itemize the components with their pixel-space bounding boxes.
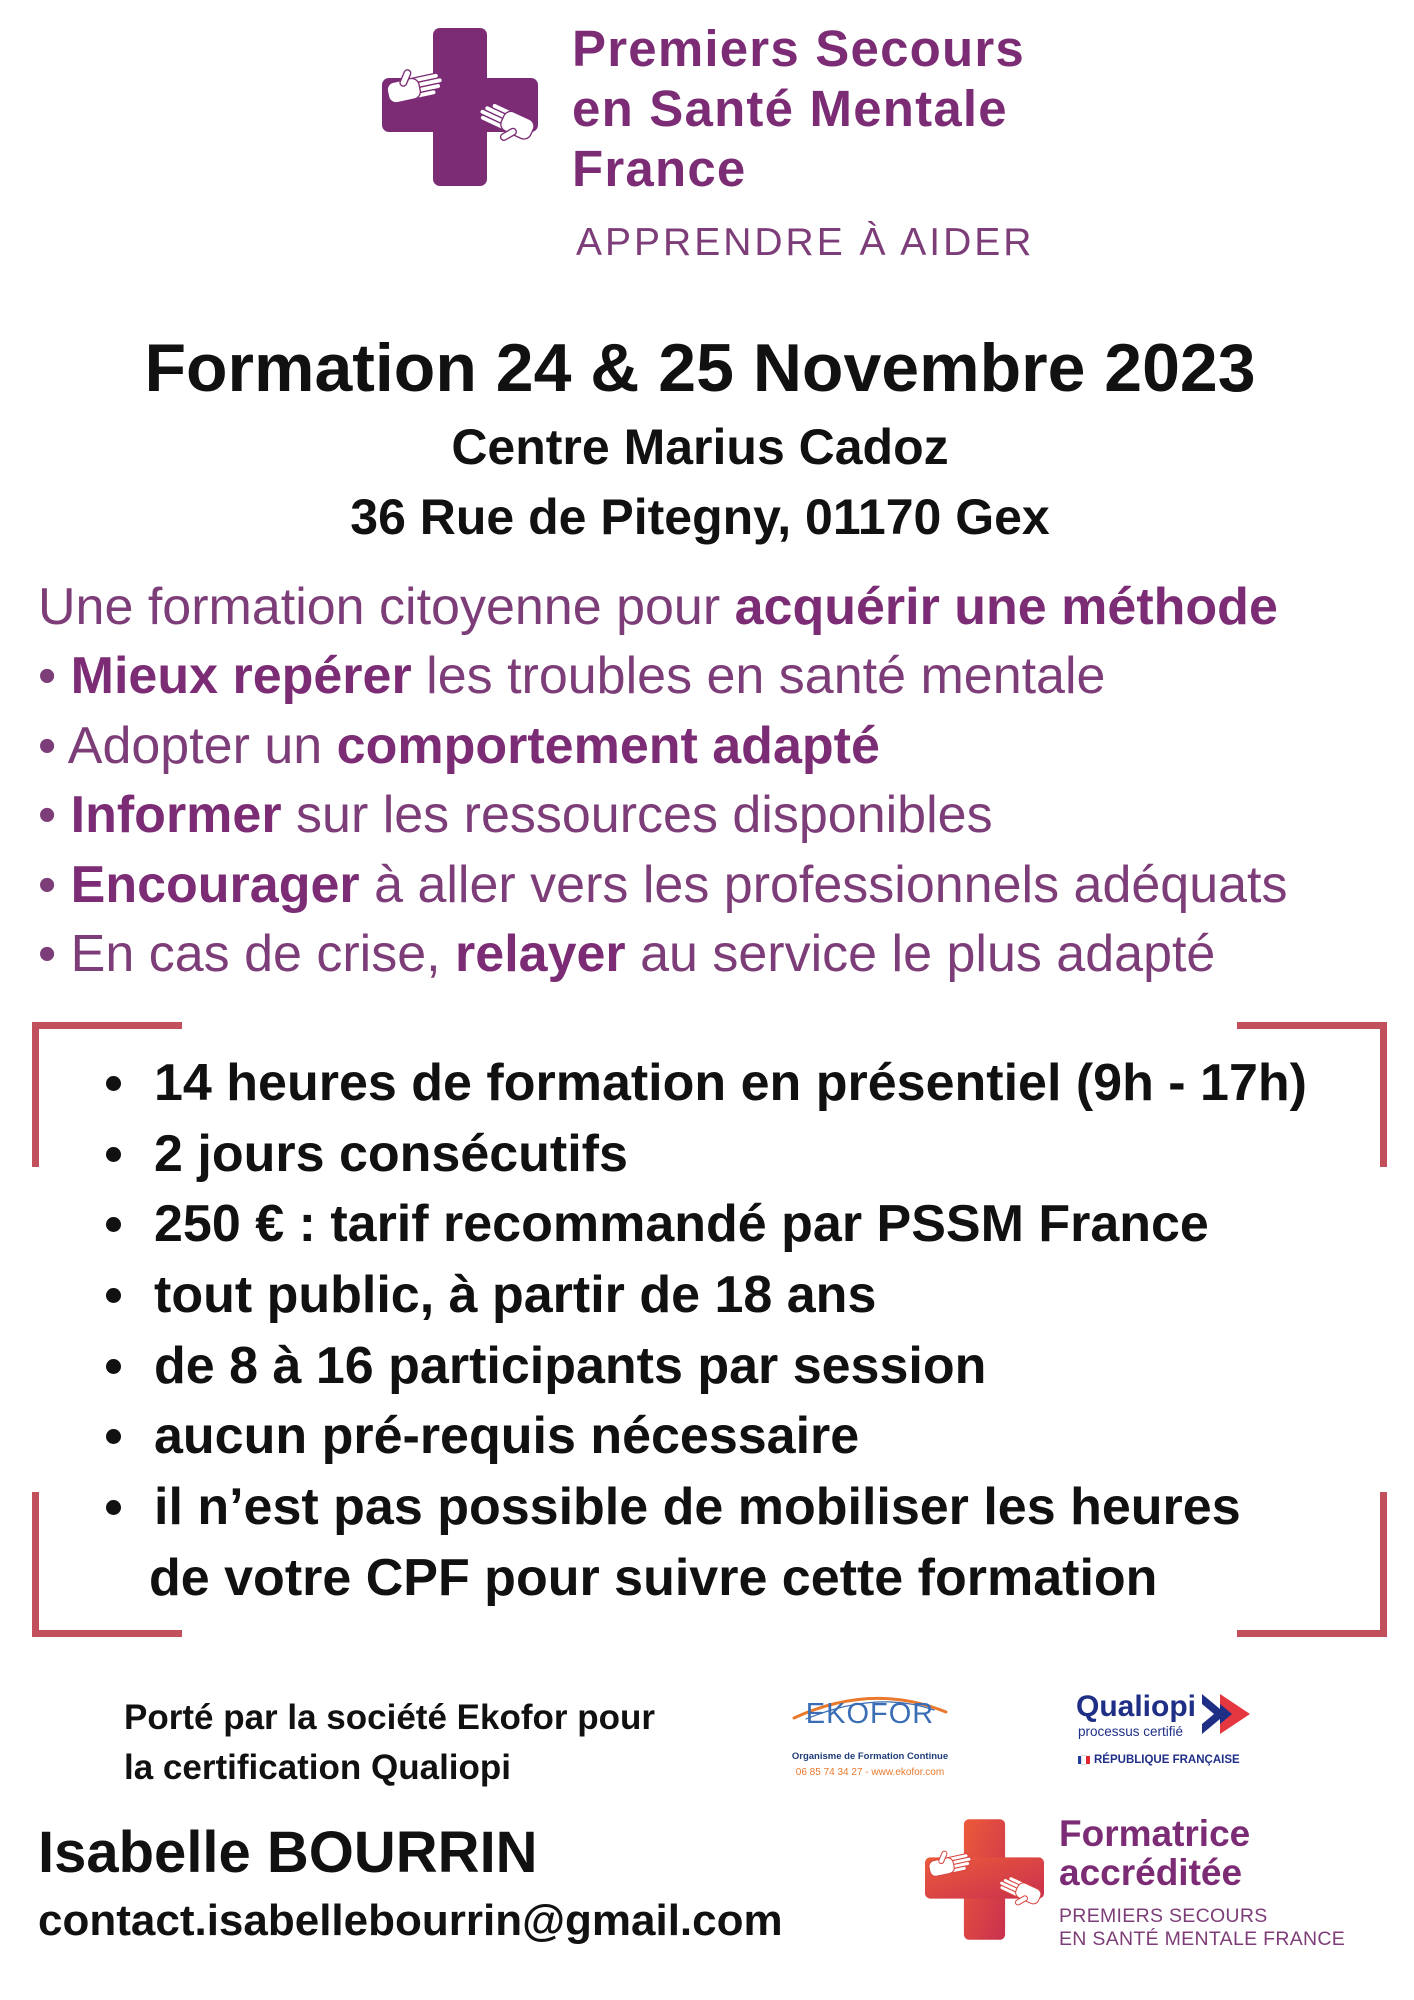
detail-item [0, 1189, 1380, 1260]
detail-text: 2 jours consécutifs [154, 1124, 628, 1183]
sponsor-note [124, 1693, 655, 1793]
detail-text: 14 heures de formation en présentiel (9h - 17h) [154, 1054, 1307, 1112]
trainer-name: Isabelle BOURRIN [38, 1820, 538, 1885]
french-flag-icon [1078, 1756, 1090, 1764]
qualiopi-subtitle: processus certifié [1078, 1724, 1184, 1739]
accreditation-org-line: PREMIERS SECOURS [1059, 1904, 1268, 1927]
detail-text: de 8 à 16 participants par session [154, 1336, 987, 1395]
organization-name [572, 19, 1025, 199]
bullet-dot [106, 1288, 121, 1303]
organization-name-line: en Santé Mentale [572, 80, 1008, 137]
accreditation-title-line: Formatrice [1059, 1813, 1251, 1854]
bullet-dot [106, 1500, 121, 1515]
objective-item [38, 851, 1288, 920]
objective-emphasis: Informer [70, 786, 282, 845]
ekofor-name: EKOFOR [805, 1698, 935, 1730]
detail-item [0, 1331, 1380, 1402]
organization-name-line: France [572, 140, 747, 197]
qualiopi-arrows-icon [1200, 1690, 1254, 1738]
objective-prefix: • En cas de crise, [38, 924, 456, 983]
objective-item [38, 712, 1288, 781]
ekofor-subtitle: Organisme de Formation Continue [791, 1751, 949, 1762]
accreditation-title [1059, 1814, 1250, 1892]
detail-item [0, 1048, 1380, 1119]
objective-prefix: • Adopter un [38, 716, 337, 775]
bullet-dot [106, 1359, 121, 1374]
objective-prefix: • [38, 855, 71, 914]
objective-item [38, 920, 1288, 989]
sponsor-line: la certification Qualiopi [124, 1748, 512, 1787]
objective-suffix: les troubles en santé mentale [411, 647, 1106, 706]
trainer-email: contact.isabellebourrin@gmail.com [38, 1896, 783, 1945]
detail-text: de votre CPF pour suivre cette formation [149, 1548, 1158, 1607]
bullet-dot [106, 1217, 121, 1232]
organization-name-line: Premiers Secours [572, 20, 1025, 77]
detail-text: il n’est pas possible de mobiliser les heures [154, 1478, 1241, 1537]
accreditation-org-line: EN SANTÉ MENTALE FRANCE [1059, 1927, 1346, 1950]
detail-text: 250 € : tarif recommandé par PSSM France [154, 1195, 1209, 1254]
bullet-dot [106, 1076, 121, 1091]
detail-text: tout public, à partir de 18 ans [154, 1266, 877, 1325]
objectives-intro-text: Une formation citoyenne pour [38, 578, 735, 636]
ekofor-contact: 06 85 74 34 27 - www.ekofor.com [795, 1767, 945, 1778]
sponsor-line: Porté par la société Ekofor pour [124, 1698, 655, 1737]
objective-emphasis: Encourager [70, 855, 360, 914]
qualiopi-logo [1074, 1686, 1254, 1770]
objectives-list [38, 573, 1288, 989]
ekofor-logo [784, 1688, 956, 1783]
objective-suffix: sur les ressources disponibles [281, 786, 993, 845]
detail-item [0, 1260, 1380, 1331]
details-list [0, 1048, 1380, 1614]
event-title: Formation 24 & 25 Novembre 2023 [144, 330, 1256, 406]
pssm-cross-hands-icon [382, 28, 538, 186]
qualiopi-country: RÉPUBLIQUE FRANÇAISE [1094, 1754, 1240, 1766]
objective-item [38, 781, 1288, 850]
objectives-intro [38, 573, 1288, 642]
venue-name: Centre Marius Cadoz [451, 419, 949, 475]
qualiopi-name: Qualiopi [1076, 1690, 1196, 1723]
objectives-intro-emphasis: acquérir une méthode [734, 578, 1278, 636]
detail-item-continuation [0, 1543, 1380, 1614]
detail-item [0, 1472, 1380, 1543]
objective-item [38, 642, 1288, 711]
objective-emphasis: Mieux repérer [70, 647, 412, 706]
bullet-dot [106, 1429, 121, 1444]
detail-item [0, 1401, 1380, 1472]
objective-emphasis: comportement adapté [336, 716, 880, 775]
objective-prefix: • [38, 647, 71, 706]
tagline: APPRENDRE À AIDER [576, 221, 1035, 264]
objective-suffix: au service le plus adapté [625, 924, 1216, 983]
objective-suffix: à aller vers les professionnels adéquats [359, 855, 1288, 914]
venue-address: 36 Rue de Pitegny, 01170 Gex [350, 489, 1050, 545]
detail-text: aucun pré-requis nécessaire [154, 1407, 860, 1466]
accreditation-title-line: accréditée [1059, 1852, 1243, 1893]
objective-prefix: • [38, 786, 71, 845]
pssm-cross-hands-icon [925, 1819, 1044, 1940]
objective-emphasis: relayer [455, 924, 626, 983]
detail-item [0, 1119, 1380, 1190]
bullet-dot [106, 1147, 121, 1162]
accreditation-organization [1059, 1905, 1345, 1951]
